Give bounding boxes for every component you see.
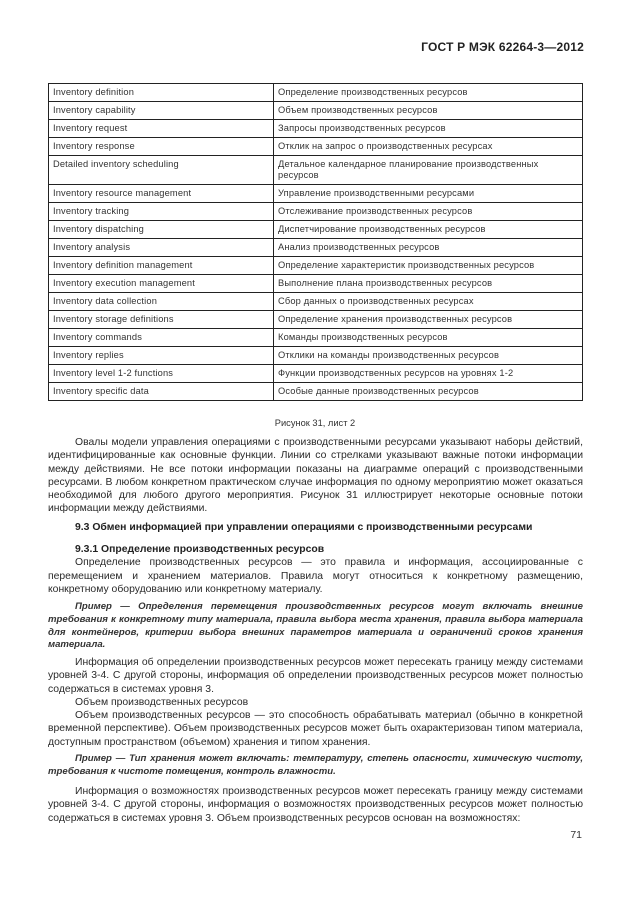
term-russian-cell: Сбор данных о производственных ресурсах bbox=[274, 293, 583, 311]
term-english-cell: Inventory level 1-2 functions bbox=[49, 365, 274, 383]
table-row bbox=[49, 293, 583, 311]
table-row bbox=[49, 203, 583, 221]
table-row bbox=[49, 257, 583, 275]
inventory-terms-table bbox=[48, 83, 583, 401]
term-english-cell: Inventory request bbox=[49, 120, 274, 138]
term-russian-cell: Отслеживание производственных ресурсов bbox=[274, 203, 583, 221]
table-row bbox=[49, 275, 583, 293]
term-russian-cell: Команды производственных ресурсов bbox=[274, 329, 583, 347]
term-russian-cell: Диспетчирование производственных ресурсов bbox=[274, 221, 583, 239]
term-russian-cell: Определение характеристик производственных ресурсов bbox=[274, 257, 583, 275]
term-english-cell: Inventory commands bbox=[49, 329, 274, 347]
section-heading-9-3-1: 9.3.1 Определение производственных ресурсов bbox=[75, 544, 325, 555]
term-russian-cell: Управление производственными ресурсами bbox=[274, 185, 583, 203]
table-row bbox=[49, 311, 583, 329]
table-row bbox=[49, 239, 583, 257]
term-english-cell: Detailed inventory scheduling bbox=[49, 156, 274, 185]
page-number: 71 bbox=[570, 829, 582, 841]
term-english-cell: Inventory specific data bbox=[49, 383, 274, 401]
figure-caption: Рисунок 31, лист 2 bbox=[274, 418, 356, 428]
term-english-cell: Inventory data collection bbox=[49, 293, 274, 311]
body-block-capability-info bbox=[48, 785, 583, 825]
paragraph-definition: Определение производственных ресурсов — это правила и информация, ассоциированные с перемещением и хранением материалов. Правила могут относиться к конкретному размещению, конкретному оборудованию или конкретному материалу. bbox=[48, 557, 583, 595]
body-block-capability bbox=[48, 656, 583, 749]
subheading-capability: Объем производственных ресурсов bbox=[75, 696, 249, 708]
paragraph-capability: Объем производственных ресурсов — это способность обрабатывать материал (обычно в конкретной временной перспективе). Объем производственных ресурсов может быть охарактеризован типом материала, доступным пространством (объемом) хранения и типом хранения. bbox=[48, 710, 583, 748]
term-russian-cell: Объем производственных ресурсов bbox=[274, 102, 583, 120]
example-text: Пример — Тип хранения может включать: температуру, степень опасности, химическую чистоту, требования к чистоте помещения, контроль влажности. bbox=[48, 753, 583, 777]
table-row bbox=[49, 120, 583, 138]
section-9-3-block bbox=[48, 521, 583, 534]
term-english-cell: Inventory definition bbox=[49, 84, 274, 102]
term-english-cell: Inventory execution management bbox=[49, 275, 274, 293]
term-russian-cell: Определение производственных ресурсов bbox=[274, 84, 583, 102]
term-english-cell: Inventory resource management bbox=[49, 185, 274, 203]
term-russian-cell: Анализ производственных ресурсов bbox=[274, 239, 583, 257]
term-english-cell: Inventory tracking bbox=[49, 203, 274, 221]
example-block-1 bbox=[48, 601, 583, 652]
section-heading-9-3: 9.3 Обмен информацией при управлении операциями с производственными ресурсами bbox=[75, 522, 533, 533]
table-row bbox=[49, 347, 583, 365]
table-row bbox=[49, 102, 583, 120]
term-english-cell: Inventory dispatching bbox=[49, 221, 274, 239]
table-row bbox=[49, 84, 583, 102]
term-english-cell: Inventory response bbox=[49, 138, 274, 156]
table-row bbox=[49, 329, 583, 347]
paragraph-capability-boundary: Информация о возможностях производственных ресурсов может пересекать границу между системами уровней 3-4. С другой стороны, информация о возможностях производственных ресурсов может полностью содержаться в системах уровня 3. Объем производственных ресурсов основан на возможностях: bbox=[48, 786, 583, 824]
table-row bbox=[49, 383, 583, 401]
term-russian-cell: Отклик на запрос о производственных ресурсах bbox=[274, 138, 583, 156]
term-russian-cell: Функции производственных ресурсов на уровнях 1-2 bbox=[274, 365, 583, 383]
standard-code-header: ГОСТ Р МЭК 62264-3—2012 bbox=[421, 40, 584, 54]
section-9-3-1-block bbox=[48, 543, 583, 596]
example-block-2 bbox=[48, 753, 583, 779]
body-paragraph-ovals bbox=[48, 436, 583, 516]
example-text: Пример — Определения перемещения производственных ресурсов могут включать внешние требования к конкретному типу материала, правила выбора места хранения, правила выбора материала для контейнеров, критерии выбора внешних параметров материала и ограничений сроков хранения материала. bbox=[48, 601, 583, 651]
table-row bbox=[49, 185, 583, 203]
term-russian-cell: Отклики на команды производственных ресурсов bbox=[274, 347, 583, 365]
term-english-cell: Inventory replies bbox=[49, 347, 274, 365]
term-russian-cell: Определение хранения производственных ресурсов bbox=[274, 311, 583, 329]
table-row bbox=[49, 365, 583, 383]
term-english-cell: Inventory analysis bbox=[49, 239, 274, 257]
term-english-cell: Inventory storage definitions bbox=[49, 311, 274, 329]
term-english-cell: Inventory capability bbox=[49, 102, 274, 120]
term-russian-cell: Выполнение плана производственных ресурсов bbox=[274, 275, 583, 293]
paragraph-text: Овалы модели управления операциями с производственными ресурсами указывают наборы действий, идентифицированные как основные функции. Линии со стрелками указывают важные потоки информации между действиями. Не все потоки информации показаны на диаграмме операций с производственными ресурсами. В любом конкретном практическом случае информация по одному мероприятию может оказаться необходимой для любого другого мероприятия. Рисунок 31 иллюстрирует некоторые основные потоки информации между действиями. bbox=[48, 437, 583, 515]
table-row bbox=[49, 156, 583, 185]
term-russian-cell: Запросы производственных ресурсов bbox=[274, 120, 583, 138]
paragraph-definition-boundary: Информация об определении производственных ресурсов может пересекать границу между системами уровней 3-4. С другой стороны, информация об определении производственных ресурсов может полностью содержаться в системах уровня 3. bbox=[48, 657, 583, 695]
table-row bbox=[49, 221, 583, 239]
term-english-cell: Inventory definition management bbox=[49, 257, 274, 275]
term-russian-cell: Детальное календарное планирование производственных ресурсов bbox=[274, 156, 583, 185]
table-row bbox=[49, 138, 583, 156]
term-russian-cell: Особые данные производственных ресурсов bbox=[274, 383, 583, 401]
